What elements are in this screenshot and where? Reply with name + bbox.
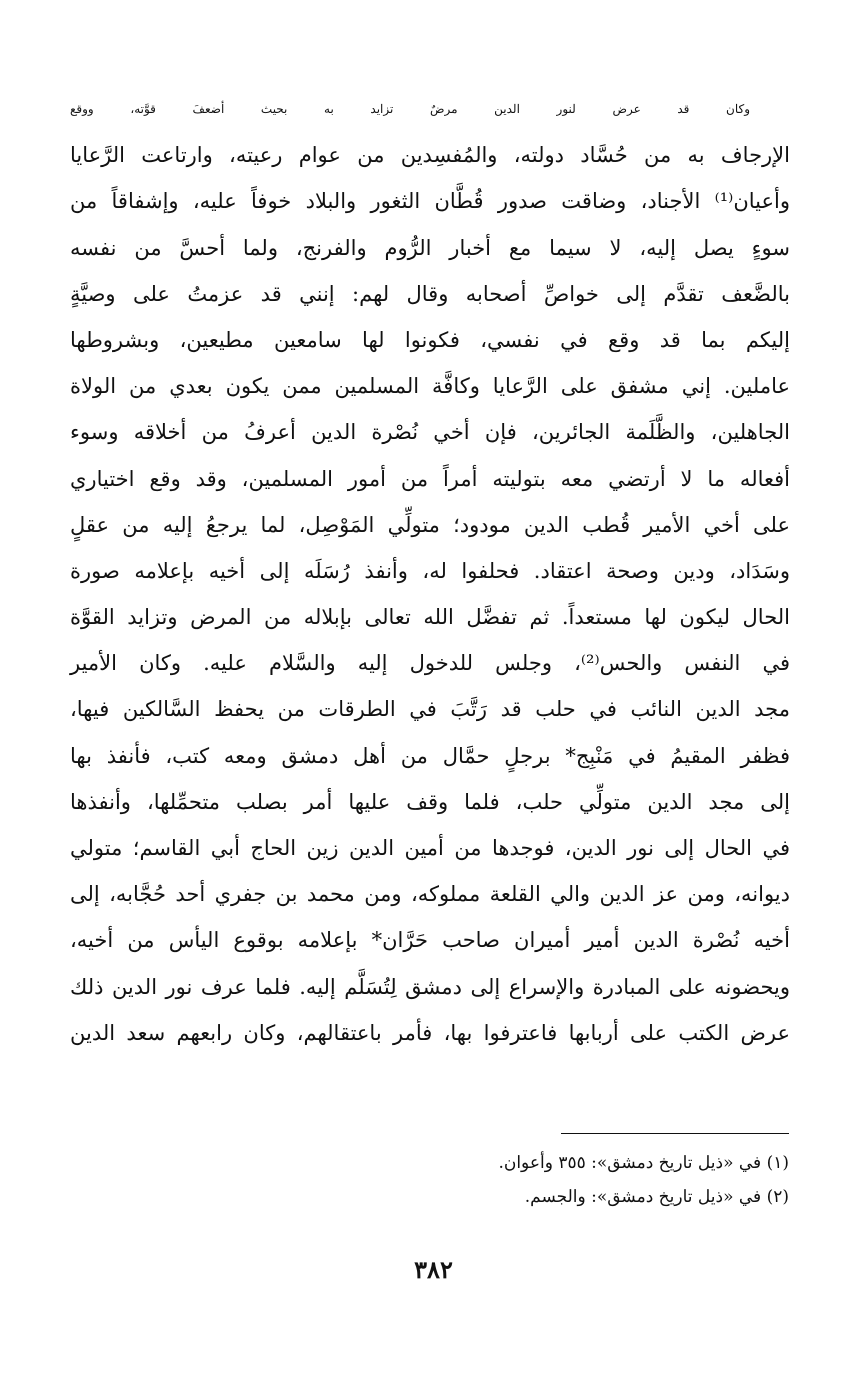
text-line: إليكم بما قد وقع في نفسي، فكونوا لها سامعين مطيعين، وبشروطها: [70, 327, 790, 352]
text-line: ديوانه، ومن عز الدين والي القلعة مملوكه، ومن محمد بن جفري أحد حُجَّابه، إلى: [70, 882, 790, 907]
footnote-1: (١) في «ذيل تاريخ دمشق»: ٣٥٥ وأعوان.: [498, 1153, 789, 1173]
page-number: ٣٨٢: [414, 1255, 453, 1284]
text-line: ويحضونه على المبادرة والإسراع إلى دمشق لِتُسَلَّم إليه. فلما عرف نور الدين ذلك: [70, 974, 790, 999]
footnote-2: (٢) في «ذيل تاريخ دمشق»: والجسم.: [524, 1187, 789, 1207]
text-line: في النفس والحس⁽²⁾، وجلس للدخول إليه والسَّلام عليه. وكان الأمير: [70, 651, 790, 676]
text-line: على أخي الأمير قُطب الدين مودود؛ متولِّي المَوْصِل، لما يرجعُ إليه من عقلٍ: [70, 512, 790, 537]
text-line: وسَدَاد، ودين وصحة اعتقاد. فحلفوا له، وأنفذ رُسَلَه إلى أخيه بإعلامه صورة: [70, 558, 790, 583]
body-text: [70, 86, 790, 1056]
text-line: الحال ليكون لها مستعداً. ثم تفضَّل الله تعالى بإبلاله من المرض وتزايد القوَّة: [70, 605, 790, 630]
footnotes: [189, 1146, 789, 1214]
text-line: الإرجاف به من حُسَّاد دولته، والمُفسِدين من عوام رعيته، وارتاعت الرَّعايا: [70, 143, 790, 168]
text-line: إلى مجد الدين متولِّي حلب، فلما وقف عليها أمر بصلب متحمِّلها، وأنفذها: [70, 789, 790, 814]
text-line: عاملين. إني مشفق على الرَّعايا وكافَّة المسلمين ممن يكون بعدي من الولاة: [70, 374, 790, 399]
text-line: أخيه نُصْرة الدين أمير أميران صاحب حَرَّان* بإعلامه بوقوع اليأس من أخيه،: [70, 928, 790, 953]
text-line: مجد الدين النائب في حلب قد رَتَّبَ في الطرقات من يحفظ السَّالكين فيها،: [70, 697, 790, 722]
text-line: الجاهلين، والظَّلَمة الجائرين، فإن أخي نُصْرة الدين أعرفُ من أخلاقه وسوء: [70, 420, 790, 445]
text-line: في الحال إلى نور الدين، فوجدها من أمين الدين زين الحاج أبي القاسم؛ متولي: [70, 836, 790, 860]
text-line: سوءٍ يصل إليه، لا سيما مع أخبار الرُّوم والفرنج، ولما أحسَّ من نفسه: [70, 235, 790, 260]
text-line: عرض الكتب على أربابها فاعترفوا بها، فأمر باعتقالهم، وكان رابعهم سعد الدين: [70, 1020, 790, 1045]
text-line: بالضَّعف تقدَّم إلى خواصِّ أصحابه وقال لهم: إنني قد عزمتُ على وصيَّةٍ: [70, 281, 790, 306]
text-line: وأعيان⁽¹⁾ الأجناد، وضاقت صدور قُطَّان الثغور والبلاد خوفاً عليه، وإشفاقاً من: [70, 189, 790, 214]
text-line: فظفر المقيمُ في مَنْبِج* برجلٍ حمَّال من أهل دمشق ومعه كتب، فأنفذ بها: [70, 743, 790, 768]
text-line: أفعاله ما لا أرتضي معه بتوليته أمراً من أمور المسلمين، وقد وقع اختياري: [70, 466, 790, 491]
footnote-divider: [561, 1133, 789, 1134]
text-line: وكان قد عرض لنور الدين مرضٌ تزايد به بحيث أضعفَ قوَّته، ووقع: [70, 102, 750, 116]
